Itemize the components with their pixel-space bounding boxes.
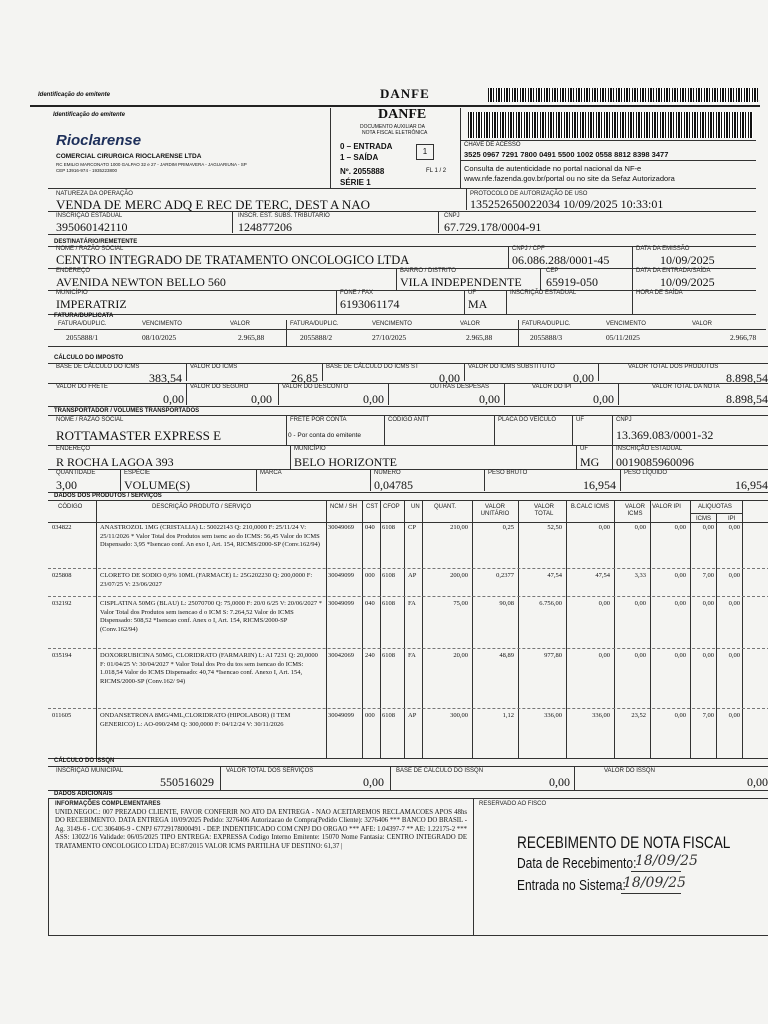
danfe-title: DANFE [378,107,427,122]
product-al-icms: 0,00 [702,652,714,659]
fatura-header: VALOR [460,321,480,327]
stamp-sistema-label: Entrada no Sistema: [517,877,626,894]
info-box [48,798,768,936]
stamp-receb-label: Data de Recebimento: [517,855,637,872]
product-ipi: 0,00 [674,524,686,531]
product-total: 52,50 [547,524,562,531]
product-un: CP [408,524,416,531]
product-cst: 040 [365,524,375,531]
product-codigo: 011605 [52,712,72,719]
imposto-value: 26,85 [291,371,318,385]
product-ipi: 0,00 [674,712,686,719]
product-description: DOXORRUBICINA 50MG, CLORIDRATO (FARMARIN) L: AI 7231 Q: 20,0000 F: 01/04/25 V: 30/04/2027 * Valor Total dos Pro du tos sem isencao do ICMS: 1.018,54 Valor do ICMS Dispensado: 40,74 *Isencao conf. Anexo I, Art. 154, RICMS/2000-SP (Conv.162/ 94) [100,652,318,685]
transp-numero-label: NUMERO [374,470,401,476]
dest-emissao-label: DATA DA EMISSÃO [636,246,690,252]
dest-cnpj-label: CNPJ / CPF [512,246,545,252]
prod-header: B.CALC ICMS [570,504,610,510]
prod-header: ALIQUOTAS [698,504,732,510]
serie: SÉRIE 1 [340,178,371,187]
product-codigo: 034822 [52,524,72,531]
adicionais-section: DADOS ADICIONAIS [54,791,113,797]
product-al-icms: 0,00 [702,600,714,607]
product-cst: 040 [365,600,375,607]
prod-header: CST [366,504,378,510]
prod-header: QUANT. [434,504,457,510]
product-description: CLORETO DE SODIO 0,9% 10ML (FARMACE) L: 25G202230 Q: 200,0000 F: 23/07/25 V: 23/06/2027 [100,572,313,588]
imposto-label: VALOR DO DESCONTO [282,384,349,390]
imposto-value: 0,00 [439,371,460,385]
dest-fone-label: FONE / FAX [340,290,374,296]
transp-marca-label: MARCA [260,470,282,476]
imposto-label: VALOR DO FRETE [56,384,108,390]
product-al-ipi: 0,00 [728,652,740,659]
product-qtd: 300,00 [450,712,468,719]
dest-entrada-label: DATA DA ENTRADA/SAÍDA [636,268,711,274]
prod-header: DESCRIÇÃO PRODUTO / SERVIÇO [152,504,252,510]
product-qtd: 20,00 [453,652,468,659]
fatura-section: FATURA/DUPLICATA [54,313,114,319]
chave-label: CHAVE DE ACESSO [464,142,521,148]
imposto-value: 8.898,54 [726,371,768,385]
dest-uf-label: UF [468,290,476,296]
stamp-receb-value: 18/09/25 [635,853,698,869]
issqn-value: 550516029 [160,775,214,789]
transp-bruto-label: PESO BRUTO [488,470,528,476]
dest-cep-label: CEP [546,268,559,274]
issqn-label: BASE DE CÁLCULO DO ISSQN [396,768,484,774]
product-ncm: 30049099 [328,712,354,719]
product-al-icms: 0,00 [702,524,714,531]
company-name: COMERCIAL CIRURGICA RIOCLARENSE LTDA [56,153,202,160]
issqn-label: VALOR DO ISSQN [604,768,655,774]
emitter-cnpj-label: CNPJ [444,213,460,219]
transp-municipio: BELO HORIZONTE [294,455,397,469]
product-bc: 336,00 [592,712,610,719]
access-key-barcode [468,112,753,138]
product-cfop: 6108 [382,712,395,719]
product-ipi: 0,00 [674,652,686,659]
prod-header: CFOP [383,504,400,510]
dest-uf: MA [468,297,488,311]
natureza-label: NATUREZA DA OPERAÇÃO [56,191,133,197]
fatura-header: VALOR [692,321,712,327]
dest-bairro-label: BAIRRO / DISTRITO [400,268,456,274]
imposto-value: 0,00 [363,392,384,406]
stub-label: Identificação do emitente [38,92,111,98]
protocolo-value: 135252650022034 10/09/2025 10:33:01 [470,197,664,211]
protocolo-label: PROTOCOLO DE AUTORIZAÇÃO DE USO [470,191,588,197]
product-unit: 0,2377 [496,572,514,579]
info-text: UNID.NEGOC.: 007 PREZADO CLIENTE, FAVOR CONFERIR NO ATO DA ENTREGA - NAO ACEITAREMOS RECLAMACOES APOS 48hs DO RECEBIMENTO. DATA ENTREGA 10/09/2025 Pedido: 3276406 Autorizacao de Compra(Pedido Cliente): 3276406 *** BANCO DO BRASIL - Ag. 3149-6 - C/C 306406-9 - CNPJ 67729178000491 - DEP. INDENTIFICADO COM CNPJ DO ORGAO *** AFE: 1.04397-7 ** AE: 1.22175-2 *** ASS: 13022/16 Validade: 06/05/2025 TIPO ENTREGA: EXPRESSA Codigo Interno Emitente: 15070 Nome Fantasia: CENTRO INTEGRADO DE TRATAMENTO ONCOLOGICO LTDA) EC:87/2015 VALOR ICMS PARTILHA UF DESTINO: 61,37 | [55,809,467,850]
transp-cnpj-label: CNPJ [616,417,632,423]
dest-cnpj: 06.086.288/0001-45 [512,253,610,267]
product-ncm: 30042069 [328,652,354,659]
entrada-label: 0 – ENTRADA [340,142,393,151]
product-unit: 90,08 [499,600,514,607]
consulta-2: www.nfe.fazenda.gov.br/portal ou no site da Sefaz Autorizadora [464,174,675,183]
iest-value: 124877206 [238,220,292,234]
prod-header: NCM / SH [330,504,357,510]
transp-especie: VOLUME(S) [124,478,190,492]
ie-label: INSCRIÇÃO ESTADUAL [56,213,123,219]
transp-endereco: R ROCHA LAGOA 393 [56,455,174,469]
product-un: AP [408,572,417,579]
product-ipi: 0,00 [674,600,686,607]
emitter-label: Identificação do emitente [53,112,126,118]
dest-endereco-label: ENDEREÇO [56,268,91,274]
folha: FL 1 / 2 [426,168,447,174]
transp-cnpj: 13.369.083/0001-32 [616,428,714,442]
saida-label: 1 – SAÍDA [340,153,379,162]
product-codigo: 025808 [52,572,72,579]
produtos-section: DADOS DOS PRODUTOS / SERVIÇOS [54,493,162,499]
fatura-value: 27/10/2025 [372,333,407,342]
emitter-cnpj-value: 67.729.178/0004-91 [444,220,542,234]
transp-nome: ROTTAMASTER EXPRESS E [56,428,222,443]
product-codigo: 032192 [52,600,72,607]
company-address: RC EMILIO MARCONATO 1000 GALPAO 32 e 27 - JARDIM PRIMAVERA - JAGUARIUNA - SP [56,162,247,167]
tipo-value: 1 [422,147,428,156]
fatura-header: VENCIMENTO [606,321,646,327]
product-icms: 23,52 [631,712,646,719]
product-total: 336,00 [544,712,562,719]
dest-bairro: VILA INDEPENDENTE [400,275,522,289]
product-unit: 1,12 [502,712,514,719]
dest-cep: 65919-050 [546,275,598,289]
imposto-value: 383,54 [149,371,182,385]
imposto-label: VALOR TOTAL DOS PRODUTOS [628,364,719,370]
fatura-header: VENCIMENTO [372,321,412,327]
product-icms: 3,33 [634,572,646,579]
product-total: 6.756,00 [539,600,562,607]
product-qtd: 210,00 [450,524,468,531]
product-al-icms: 7,00 [702,712,714,719]
stub-danfe: DANFE [380,86,430,101]
transp-municipio-label: MUNICÍPIO [294,446,326,452]
company-logo: Rioclarense [56,132,142,149]
product-qtd: 200,00 [450,572,468,579]
imposto-label: BASE DE CÁLCULO DO ICMS [56,364,140,370]
imposto-label: VALOR TOTAL DA NOTA [652,384,720,390]
transp-nome-label: NOME / RAZÃO SOCIAL [56,417,124,423]
product-ipi: 0,00 [674,572,686,579]
fatura-value: 2055888/3 [530,333,563,342]
info-label: INFORMAÇÕES COMPLEMENTARES [55,801,161,807]
product-cst: 000 [365,572,375,579]
ie-value: 395060142110 [56,220,128,234]
product-bc: 0,00 [598,652,610,659]
emitter-box [48,108,756,188]
product-description: ANASTROZOL 1MG (CRISTALIA) L: 50022143 Q: 210,0000 F: 25/11/24 V: 25/11/2026 * Valor Total dos Produtos sem isenc ao do ICMS: 56,45 Valor do ICMS Dispensado: 3,95 *Isencao conf. An exo I, Art. 154, RICMS/2000-SP (Conv.162/94) [100,524,320,548]
product-ncm: 30049099 [328,572,354,579]
transp-ie-label: INSCRIÇÃO ESTADUAL [616,446,683,452]
fatura-header: FATURA/DUPLIC. [58,321,107,327]
transp-endereco-label: ENDEREÇO [56,446,91,452]
product-total: 977,80 [544,652,562,659]
prod-header: VALOR UNITÁRIO [480,504,510,517]
transp-antt-label: CÓDIGO ANTT [388,417,430,423]
dest-entrada: 10/09/2025 [660,275,715,289]
imposto-section: CÁLCULO DO IMPOSTO [54,355,124,361]
fatura-value: 2055888/1 [66,333,99,342]
fatura-header: VENCIMENTO [142,321,182,327]
transp-section: TRANSPORTADOR / VOLUMES TRANSPORTADOS [54,408,200,414]
prod-header: UN [411,504,420,510]
transp-liquido-label: PESO LÍQUIDO [624,470,668,476]
product-al-ipi: 0,00 [728,712,740,719]
stamp-sistema-value: 18/09/25 [623,875,686,891]
imposto-label: VALOR DO IPI [532,384,572,390]
issqn-value: 0,00 [747,775,768,789]
stamp-title: RECEBIMENTO DE NOTA FISCAL [517,833,731,852]
top-stub [30,84,760,104]
imposto-label: OUTRAS DESPESAS [430,384,490,390]
issqn-section: CÁLCULO DO ISSQN [54,758,115,764]
product-icms: 0,00 [634,524,646,531]
product-description: CISPLATINA 50MG (BLAU) L: 25070700 Q: 75,0000 F: 20/0 6/25 V: 20/06/2027 * Valor Total dos Produtos sem isencao d o ICM S: 7.264,52 Valor do ICMS Dispensado: 508,52 *Isencao conf. Anex o I, Art. 154, RICMS/2000-SP (Conv.162/94) [100,600,323,633]
transp-uf: MG [580,455,600,469]
transp-frete: 0 - Por conta do emitente [288,432,361,439]
product-un: AP [408,712,417,719]
doc-aux-1: DOCUMENTO AUXILIAR DA [360,124,425,130]
prod-header: VALOR ICMS [625,504,645,517]
dest-nome: CENTRO INTEGRADO DE TRATAMENTO ONCOLOGICO LTDA [56,253,410,267]
prod-header: VALOR IPI [652,504,681,510]
issqn-label: VALOR TOTAL DOS SERVIÇOS [226,768,314,774]
fisco-label: RESERVADO AO FISCO [479,801,547,807]
fatura-header: FATURA/DUPLIC. [522,321,571,327]
transp-especie-label: ESPÉCIE [124,470,151,476]
dest-municipio-label: MUNICÍPIO [56,290,88,296]
transp-frete-label: FRETE POR CONTA [290,417,347,423]
issqn-value: 0,00 [363,775,384,789]
product-unit: 48,89 [499,652,514,659]
product-un: FA [408,600,416,607]
fatura-value: 08/10/2025 [142,333,177,342]
stub-barcode [488,88,758,102]
imposto-value: 0,00 [573,371,594,385]
fatura-value: 05/11/2025 [606,333,640,342]
imposto-value: 0,00 [593,392,614,406]
fatura-table [54,320,768,346]
tipo-box [416,144,434,160]
imposto-value: 0,00 [479,392,500,406]
imposto-value: 8.898,54 [726,392,768,406]
doc-aux-2: NOTA FISCAL ELETRÔNICA [362,130,428,136]
dest-nome-label: NOME / RAZÃO SOCIAL [56,246,124,252]
fatura-header: FATURA/DUPLIC. [290,321,339,327]
issqn-value: 0,00 [549,775,570,789]
imposto-label: VALOR DO ICMS [190,364,238,370]
prod-header: ICMS [696,516,711,522]
transp-qtd: 3,00 [56,478,77,492]
fatura-value: 2.965,88 [238,333,265,342]
dest-municipio: IMPERATRIZ [56,297,127,311]
transp-numero: 0,04785 [374,478,413,492]
product-cst: 240 [365,652,375,659]
product-al-ipi: 0,00 [728,572,740,579]
product-description: ONDANSETRONA 8MG/4ML,CLORIDRATO (HIPOLABOR) (I TEM GENERICO) L: AO-090/24M Q: 300,0000 F: 04/12/24 V: 30/11/2026 [100,712,291,728]
product-icms: 0,00 [634,652,646,659]
issqn-label: INSCRIÇÃO MUNICIPAL [56,768,124,774]
transp-ie: 0019085960096 [616,455,694,469]
product-bc: 47,54 [595,572,610,579]
imposto-label: VALOR DO SEGURO [190,384,249,390]
product-bc: 0,00 [598,600,610,607]
consulta-1: Consulta de autenticidade no portal nacional da NF-e [464,164,642,173]
dest-section: DESTINATÁRIO/REMETENTE [54,239,138,245]
transp-uf2-label: UF [580,446,588,452]
natureza-value: VENDA DE MERC ADQ E REC DE TERC, DEST A NAO [56,197,371,212]
product-cfop: 6108 [382,524,395,531]
products-table [48,500,768,758]
product-cfop: 6108 [382,652,395,659]
company-cep: CEP 13916-974 - 1935223800 [56,168,117,173]
product-cfop: 6108 [382,600,395,607]
prod-header: CÓDIGO [58,504,83,510]
product-bc: 0,00 [598,524,610,531]
product-icms: 0,00 [634,600,646,607]
dest-ie-label: INSCRIÇÃO ESTADUAL [510,290,577,296]
product-cfop: 6108 [382,572,395,579]
dest-hora-label: HORA DE SAÍDA [636,290,683,296]
chave-value: 3525 0967 7291 7800 0491 5500 1002 0558 8812 8398 3477 [464,150,669,159]
prod-header: IPI [728,516,736,522]
imposto-value: 0,00 [163,392,184,406]
product-al-ipi: 0,00 [728,600,740,607]
product-al-ipi: 0,00 [728,524,740,531]
product-total: 47,54 [547,572,562,579]
product-unit: 0,25 [502,524,514,531]
imposto-value: 0,00 [251,392,272,406]
product-qtd: 75,00 [453,600,468,607]
dest-emissao: 10/09/2025 [660,253,715,267]
imposto-label: BASE DE CÁLCULO DO ICMS ST [326,364,419,370]
transp-placa-label: PLACA DO VEÍCULO [498,417,557,423]
dest-endereco: AVENIDA NEWTON BELLO 560 [56,275,226,289]
product-un: FA [408,652,416,659]
product-cst: 000 [365,712,375,719]
product-ncm: 30049069 [328,524,354,531]
product-codigo: 035194 [52,652,72,659]
fatura-header: VALOR [230,321,250,327]
iest-label: INSCR. EST. SUBS. TRIBUTARIO [238,213,330,219]
product-al-icms: 7,00 [702,572,714,579]
product-ncm: 30049099 [328,600,354,607]
fatura-value: 2055888/2 [300,333,333,342]
transp-bruto: 16,954 [583,478,616,492]
dest-fone: 6193061174 [340,297,400,311]
numero-nf: Nº. 2055888 [340,167,385,176]
transp-liquido: 16,954 [735,478,768,492]
transp-uf-label: UF [576,417,584,423]
imposto-label: VALOR DO ICMS SUBSTITUTO [468,364,555,370]
fatura-value: 2.966,78 [730,333,757,342]
prod-header: VALOR TOTAL [534,504,554,517]
fatura-value: 2.965,88 [466,333,493,342]
transp-qtd-label: QUANTIDADE [56,470,96,476]
